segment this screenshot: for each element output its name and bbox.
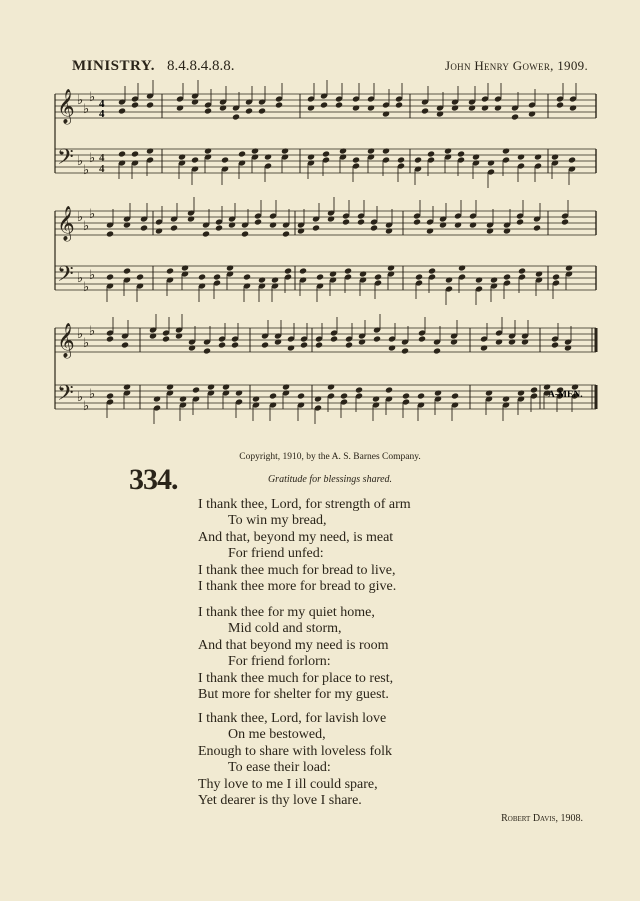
note-head — [264, 153, 272, 160]
note-head — [344, 267, 352, 274]
stanza-line: I thank thee for my quiet home, — [198, 605, 375, 620]
note-head — [534, 153, 542, 160]
treble-clef: 𝄞 — [57, 323, 75, 358]
note-head — [274, 338, 282, 345]
note-head — [153, 395, 161, 402]
note-head — [508, 338, 516, 345]
note-head — [418, 335, 426, 342]
stanza-line: Mid cold and storm, — [228, 621, 342, 637]
sheet-music — [0, 0, 640, 450]
note-head — [517, 389, 525, 396]
note-head — [106, 392, 114, 399]
note-head — [397, 156, 405, 163]
stanza-line: On me bestowed, — [228, 727, 326, 743]
note-head — [297, 227, 305, 234]
stanza-3 — [198, 711, 498, 809]
note-head — [358, 338, 366, 345]
note-head — [382, 110, 390, 117]
note-head — [192, 386, 200, 393]
note-head — [454, 221, 462, 228]
note-head — [329, 270, 337, 277]
note-head — [176, 104, 184, 111]
flat-sign: ♭ — [83, 280, 90, 295]
note-head — [415, 273, 423, 280]
stanza-line: I thank thee, Lord, for strength of arm — [198, 497, 411, 512]
flat-sign: ♭ — [89, 268, 96, 283]
note-head — [414, 156, 422, 163]
note-head — [166, 267, 174, 274]
note-head — [178, 153, 186, 160]
note-head — [281, 147, 289, 154]
time-signature — [99, 98, 105, 120]
stanza-line: To ease their load: — [228, 760, 331, 776]
note-head — [388, 344, 396, 351]
note-head — [136, 273, 144, 280]
note-head — [254, 218, 262, 225]
hymn-theme: Gratitude for blessings shared. — [267, 474, 393, 485]
note-head — [417, 392, 425, 399]
note-head — [533, 224, 541, 231]
note-head — [374, 273, 382, 280]
bass-clef: 𝄢 — [57, 381, 74, 411]
note-head — [535, 270, 543, 277]
note-head — [202, 230, 210, 237]
note-head — [204, 147, 212, 154]
note-head — [345, 341, 353, 348]
note-head — [444, 147, 452, 154]
note-head — [511, 113, 519, 120]
flat-sign: ♭ — [77, 154, 84, 169]
note-head — [179, 395, 187, 402]
note-head — [269, 221, 277, 228]
note-head — [327, 383, 335, 390]
note-head — [370, 224, 378, 231]
note-head — [451, 104, 459, 111]
note-head — [551, 341, 559, 348]
stanza-line: But more for shelter for my guest. — [198, 687, 389, 703]
note-head — [269, 392, 277, 399]
note-head — [218, 341, 226, 348]
note-head — [123, 383, 131, 390]
note-head — [569, 104, 577, 111]
flat-sign: ♭ — [89, 151, 96, 166]
note-head — [106, 335, 114, 342]
note-head — [198, 273, 206, 280]
note-head — [275, 101, 283, 108]
flat-sign: ♭ — [83, 102, 90, 117]
note-head — [494, 104, 502, 111]
stanza-line: And that, beyond my need, is meat — [198, 529, 394, 545]
note-head — [472, 153, 480, 160]
composer-credit: John Henry Gower, 1909. — [445, 58, 588, 73]
note-head — [271, 276, 279, 283]
note-head — [131, 101, 139, 108]
amen-label: A-MEN. — [548, 390, 583, 400]
note-head — [228, 221, 236, 228]
note-head — [373, 335, 381, 342]
note-head — [312, 224, 320, 231]
note-head — [231, 341, 239, 348]
stanza-line: Yet dearer is thy love I share. — [198, 793, 362, 809]
note-head — [395, 101, 403, 108]
note-head — [252, 395, 260, 402]
note-head — [181, 264, 189, 271]
note-head — [451, 392, 459, 399]
bass-clef: 𝄢 — [57, 145, 74, 175]
note-head — [402, 392, 410, 399]
note-head — [307, 104, 315, 111]
note-head — [458, 264, 466, 271]
note-head — [556, 101, 564, 108]
note-head — [251, 147, 259, 154]
note-head — [385, 227, 393, 234]
note-head — [282, 230, 290, 237]
note-head — [481, 104, 489, 111]
note-head — [162, 335, 170, 342]
note-head — [565, 264, 573, 271]
stanza-2 — [198, 605, 498, 703]
stanza-line: For friend forlorn: — [228, 654, 331, 670]
note-head — [106, 273, 114, 280]
note-head — [320, 101, 328, 108]
note-head — [485, 389, 493, 396]
tune-name: MINISTRY. — [72, 58, 156, 74]
note-head — [140, 224, 148, 231]
flat-sign: ♭ — [77, 271, 84, 286]
note-head — [327, 215, 335, 222]
flat-sign: ♭ — [89, 387, 96, 402]
note-head — [433, 347, 441, 354]
note-head — [121, 341, 129, 348]
flat-sign: ♭ — [89, 324, 96, 339]
flat-sign: ♭ — [83, 399, 90, 414]
note-head — [300, 341, 308, 348]
note-head — [204, 107, 212, 114]
copyright-notice: Copyright, 1910, by the A. S. Barnes Company. — [239, 452, 421, 462]
note-head — [352, 156, 360, 163]
note-head — [123, 267, 131, 274]
note-head — [235, 389, 243, 396]
treble-clef: 𝄞 — [57, 89, 75, 124]
note-head — [428, 267, 436, 274]
note-head — [297, 392, 305, 399]
note-head — [367, 104, 375, 111]
note-head — [503, 273, 511, 280]
stanza-line: Thy love to me I ill could spare, — [198, 776, 378, 792]
note-head — [232, 113, 240, 120]
note-head — [401, 347, 409, 354]
note-head — [367, 147, 375, 154]
note-head — [518, 267, 526, 274]
note-head — [155, 227, 163, 234]
note-head — [434, 389, 442, 396]
flat-sign: ♭ — [89, 90, 96, 105]
note-head — [166, 383, 174, 390]
note-head — [450, 338, 458, 345]
note-head — [342, 218, 350, 225]
note-head — [191, 98, 199, 105]
note-head — [299, 267, 307, 274]
note-head — [245, 107, 253, 114]
note-head — [385, 386, 393, 393]
note-head — [287, 344, 295, 351]
note-head — [445, 276, 453, 283]
bass-clef: 𝄢 — [57, 262, 74, 292]
hymn-number-value: 334 — [129, 463, 171, 496]
text-author: Robert Davis, 1908. — [501, 813, 583, 824]
note-head — [123, 221, 131, 228]
note-head — [322, 150, 330, 157]
treble-clef: 𝄞 — [57, 206, 75, 241]
flat-sign: ♭ — [77, 93, 84, 108]
note-head — [221, 156, 229, 163]
flat-sign: ♭ — [77, 327, 84, 342]
note-head — [457, 150, 465, 157]
hymn-number — [129, 463, 178, 497]
note-head — [530, 386, 538, 393]
stanza-line: I thank thee more for bread to give. — [198, 579, 397, 595]
note-head — [357, 218, 365, 225]
note-head — [517, 153, 525, 160]
note-head — [352, 104, 360, 111]
note-head — [316, 273, 324, 280]
note-head — [282, 383, 290, 390]
note-head — [521, 338, 529, 345]
note-head — [118, 150, 126, 157]
note-head — [188, 344, 196, 351]
note-head — [219, 104, 227, 111]
note-head — [170, 224, 178, 231]
stanza-line: I thank thee much for place to rest, — [198, 670, 394, 686]
note-head — [203, 347, 211, 354]
note-head — [175, 332, 183, 339]
time-signature-bass-top: 4 — [99, 152, 105, 164]
note-head — [495, 338, 503, 345]
note-head — [469, 221, 477, 228]
note-head — [340, 392, 348, 399]
note-head — [480, 344, 488, 351]
note-head — [118, 107, 126, 114]
note-head — [243, 273, 251, 280]
note-head — [339, 147, 347, 154]
note-head — [238, 150, 246, 157]
note-head — [146, 147, 154, 154]
note-head — [528, 110, 536, 117]
note-head — [468, 104, 476, 111]
note-head — [213, 273, 221, 280]
note-head — [106, 230, 114, 237]
note-head — [427, 150, 435, 157]
note-head — [568, 156, 576, 163]
note-head — [551, 153, 559, 160]
note-head — [215, 224, 223, 231]
note-head — [335, 101, 343, 108]
note-head — [241, 230, 249, 237]
flat-sign: ♭ — [89, 207, 96, 222]
flat-sign: ♭ — [83, 163, 90, 178]
note-head — [222, 383, 230, 390]
time-signature-top: 4 — [99, 98, 105, 110]
note-head — [487, 159, 495, 166]
time-signature-bass-bottom: 4 — [99, 163, 105, 175]
stanza-1 — [198, 497, 498, 595]
music-systems — [55, 80, 596, 424]
flat-sign: ♭ — [77, 390, 84, 405]
note-head — [436, 110, 444, 117]
note-head — [307, 153, 315, 160]
note-head — [149, 332, 157, 339]
note-head — [502, 395, 510, 402]
note-head — [355, 386, 363, 393]
stanza-line: For friend unfed: — [228, 546, 324, 562]
note-head — [516, 218, 524, 225]
note-head — [146, 101, 154, 108]
time-signature-bottom: 4 — [99, 108, 105, 120]
note-head — [552, 273, 560, 280]
note-head — [490, 276, 498, 283]
note-head — [486, 227, 494, 234]
stanza-line: And that beyond my need is room — [198, 637, 389, 653]
note-head — [261, 341, 269, 348]
note-head — [413, 218, 421, 225]
stanza-line: Enough to share with loveless folk — [198, 743, 393, 759]
note-head — [330, 335, 338, 342]
note-head — [191, 156, 199, 163]
note-head — [382, 147, 390, 154]
flat-sign: ♭ — [83, 336, 90, 351]
note-head — [226, 264, 234, 271]
hymn-number-mark: . — [171, 463, 178, 496]
note-head — [284, 267, 292, 274]
tune-meter: 8.4.8.4.8.8. — [167, 58, 235, 74]
note-head — [314, 395, 322, 402]
flat-sign: ♭ — [83, 219, 90, 234]
note-head — [387, 264, 395, 271]
note-head — [421, 107, 429, 114]
note-head — [426, 227, 434, 234]
note-head — [187, 215, 195, 222]
note-head — [359, 270, 367, 277]
note-head — [475, 276, 483, 283]
note-head — [561, 218, 569, 225]
note-head — [207, 383, 215, 390]
stanza-line: I thank thee much for bread to live, — [198, 562, 396, 578]
note-head — [502, 147, 510, 154]
note-head — [439, 221, 447, 228]
note-head — [258, 107, 266, 114]
note-head — [131, 150, 139, 157]
note-head — [564, 344, 572, 351]
flat-sign: ♭ — [77, 210, 84, 225]
stanza-line: To win my bread, — [228, 513, 327, 529]
note-head — [503, 227, 511, 234]
note-head — [372, 395, 380, 402]
note-head — [315, 341, 323, 348]
note-head — [258, 276, 266, 283]
stanza-line: I thank thee, Lord, for lavish love — [198, 711, 387, 726]
